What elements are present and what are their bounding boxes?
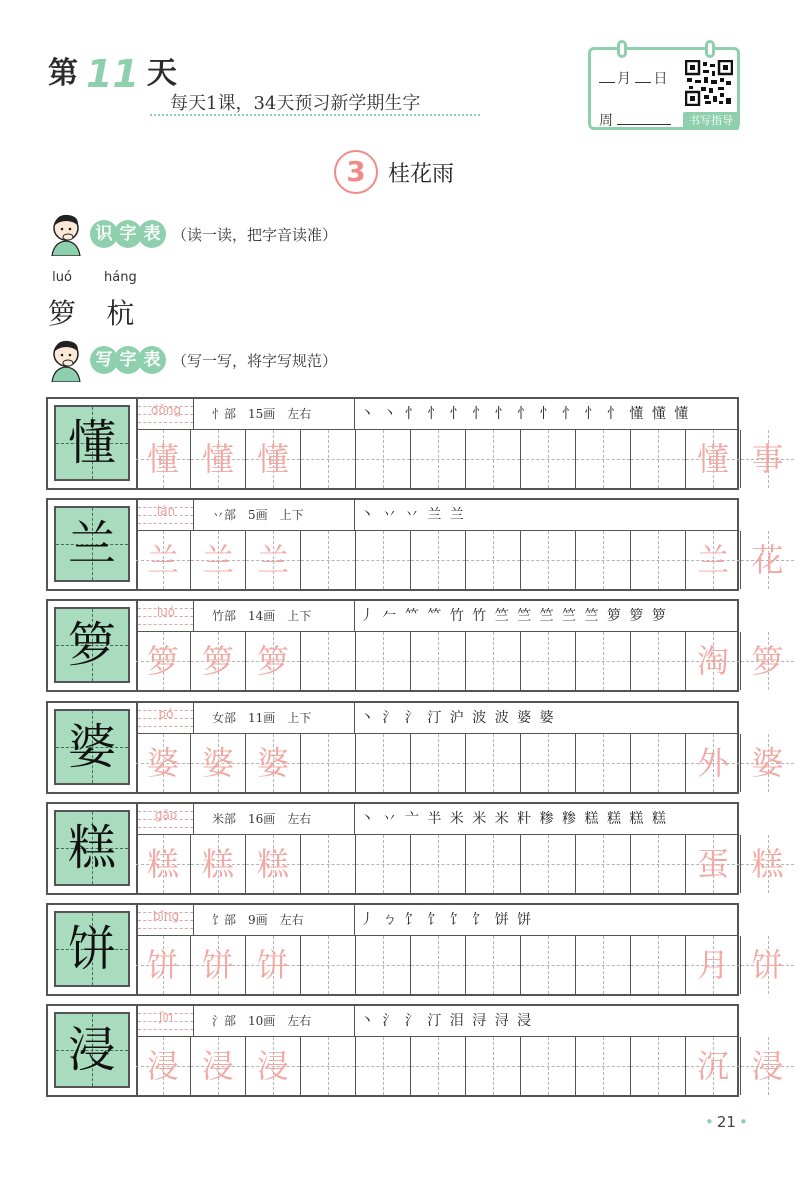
practice-cell[interactable] <box>741 835 794 893</box>
char-info <box>212 1012 362 1029</box>
practice-cell[interactable] <box>576 734 631 792</box>
trace-char <box>521 734 575 792</box>
lesson-number: 3 <box>334 150 378 194</box>
stroke-order: 丿 ㄅ 饣 饣 饣 饣 饼 饼 <box>360 912 534 928</box>
lesson-title: 桂花雨 <box>388 162 455 187</box>
trace-char: 淘 <box>696 642 729 680</box>
writing-row <box>46 397 784 490</box>
practice-cell[interactable] <box>411 1037 466 1095</box>
trace-char <box>356 531 410 589</box>
trace-char: 婆 <box>146 744 179 782</box>
write-label: 写 字 表 <box>90 346 162 374</box>
practice-cell[interactable] <box>191 1037 246 1095</box>
pinyin-trace: pó <box>158 707 174 721</box>
pinyin-box[interactable] <box>138 804 194 834</box>
practice-cell[interactable] <box>136 531 191 589</box>
practice-cell[interactable] <box>631 531 686 589</box>
pinyin-trace: lán <box>156 504 176 518</box>
day-label: 日 <box>653 71 668 87</box>
recognize-pinyin: luó <box>52 270 72 285</box>
practice-grid <box>136 835 784 893</box>
recognize-note: （读一读，把字音读准） <box>172 225 338 244</box>
practice-cell[interactable] <box>356 632 411 690</box>
practice-grid <box>136 531 784 589</box>
pinyin-trace: luó <box>156 605 176 619</box>
pinyin-box[interactable] <box>138 1006 194 1036</box>
practice-cell[interactable] <box>521 531 576 589</box>
char-info <box>212 911 362 928</box>
trace-char: 浸 <box>751 1047 784 1085</box>
trace-char <box>576 430 630 488</box>
stroke-count: 10画 <box>248 1014 276 1028</box>
radical: 忄部 <box>212 407 237 421</box>
writing-row <box>46 498 784 591</box>
trace-char: 糕 <box>201 845 234 883</box>
practice-cell[interactable] <box>631 430 686 488</box>
trace-char: 外 <box>696 744 729 782</box>
practice-cell[interactable] <box>521 430 576 488</box>
practice-cell[interactable] <box>576 936 631 994</box>
model-char-box <box>54 810 130 886</box>
practice-cell[interactable] <box>191 835 246 893</box>
trace-char <box>356 1037 410 1095</box>
structure: 左右 <box>287 1014 312 1028</box>
trace-char <box>356 734 410 792</box>
radical: 丷部 <box>212 508 237 522</box>
writing-row <box>46 802 784 895</box>
practice-cell[interactable] <box>741 734 794 792</box>
pinyin-trace: bǐng <box>152 909 180 923</box>
structure: 左右 <box>287 407 312 421</box>
clip-icon <box>617 40 627 58</box>
model-char: 糕 <box>67 820 116 876</box>
stroke-count: 11画 <box>248 711 276 725</box>
practice-cell[interactable] <box>686 835 741 893</box>
write-section-header <box>46 338 337 382</box>
trace-char: 月 <box>696 946 729 984</box>
practice-cell[interactable] <box>411 734 466 792</box>
trace-char: 事 <box>751 440 784 478</box>
practice-cell[interactable] <box>631 1037 686 1095</box>
practice-grid <box>136 734 784 792</box>
pinyin-trace: dǒng <box>150 403 182 417</box>
day-suffix: 天 <box>146 56 177 91</box>
trace-char <box>521 430 575 488</box>
trace-char <box>631 632 685 690</box>
trace-char <box>301 734 355 792</box>
trace-char <box>356 936 410 994</box>
trace-char <box>356 632 410 690</box>
practice-cell[interactable] <box>466 1037 521 1095</box>
practice-cell[interactable] <box>246 835 301 893</box>
trace-char: 浸 <box>256 1047 289 1085</box>
trace-char <box>411 936 465 994</box>
recognize-char: 杭 <box>106 297 135 330</box>
radical: 米部 <box>212 812 237 826</box>
radical: 氵部 <box>212 1014 237 1028</box>
practice-cell[interactable] <box>686 1037 741 1095</box>
trace-char <box>521 936 575 994</box>
trace-char <box>356 430 410 488</box>
trace-char <box>521 632 575 690</box>
reading-boy-icon <box>46 212 88 256</box>
practice-cell[interactable] <box>411 531 466 589</box>
trace-char: 箩 <box>201 642 234 680</box>
trace-char: 兰 <box>256 541 289 579</box>
slogan: 每天1课，34天预习新学期生字 <box>170 93 421 114</box>
trace-char: 懂 <box>256 440 289 478</box>
practice-cell[interactable] <box>466 531 521 589</box>
practice-cell[interactable] <box>631 734 686 792</box>
practice-cell[interactable] <box>191 531 246 589</box>
stroke-count: 16画 <box>248 812 276 826</box>
trace-char <box>301 1037 355 1095</box>
trace-char <box>411 734 465 792</box>
model-char: 箩 <box>67 617 116 673</box>
stroke-order: 丶 氵 氵 汀 沪 波 波 婆 婆 <box>360 710 556 726</box>
trace-char <box>411 531 465 589</box>
trace-char <box>576 632 630 690</box>
practice-cell[interactable] <box>246 430 301 488</box>
structure: 上下 <box>287 711 312 725</box>
practice-cell[interactable] <box>576 835 631 893</box>
day-number: 11 <box>86 52 139 96</box>
trace-char <box>631 1037 685 1095</box>
clip-icon <box>705 40 715 58</box>
trace-char <box>301 430 355 488</box>
practice-cell[interactable] <box>741 531 794 589</box>
trace-char: 婆 <box>201 744 234 782</box>
practice-cell[interactable] <box>741 632 794 690</box>
trace-char <box>301 936 355 994</box>
stroke-order: 丶 氵 氵 汀 泪 浔 浔 浸 <box>360 1013 534 1029</box>
practice-cell[interactable] <box>136 936 191 994</box>
recognize-word <box>104 270 137 332</box>
trace-char: 沉 <box>696 1047 729 1085</box>
trace-char <box>301 632 355 690</box>
structure: 上下 <box>287 609 312 623</box>
pinyin-box[interactable] <box>138 500 194 530</box>
practice-cell[interactable] <box>136 430 191 488</box>
trace-char <box>356 835 410 893</box>
trace-char <box>466 632 520 690</box>
recognize-char: 箩 <box>48 297 77 330</box>
trace-char: 婆 <box>256 744 289 782</box>
practice-cell[interactable] <box>356 531 411 589</box>
trace-char <box>521 1037 575 1095</box>
structure: 左右 <box>279 913 304 927</box>
structure: 左右 <box>287 812 312 826</box>
practice-cell[interactable] <box>301 430 356 488</box>
model-char-box <box>54 1012 130 1088</box>
practice-cell[interactable] <box>466 835 521 893</box>
practice-grid <box>136 1037 784 1095</box>
month-label: 月 <box>617 71 631 87</box>
practice-cell[interactable] <box>356 734 411 792</box>
practice-grid <box>136 430 784 488</box>
practice-cell[interactable] <box>191 936 246 994</box>
practice-cell[interactable] <box>521 734 576 792</box>
radical: 女部 <box>212 711 237 725</box>
practice-cell[interactable] <box>356 430 411 488</box>
practice-cell[interactable] <box>631 632 686 690</box>
trace-char: 箩 <box>256 642 289 680</box>
trace-char <box>576 531 630 589</box>
stroke-order: 丶 丶 忄 忄 忄 忄 忄 忄 忄 忄 忄 忄 懂 懂 懂 <box>360 406 691 422</box>
trace-char: 婆 <box>751 744 784 782</box>
pinyin-trace: jìn <box>158 1010 174 1024</box>
date-line <box>599 68 667 88</box>
practice-cell[interactable] <box>576 430 631 488</box>
recognize-pinyin: háng <box>104 270 137 285</box>
practice-cell[interactable] <box>136 1037 191 1095</box>
trace-char <box>466 835 520 893</box>
trace-char <box>631 835 685 893</box>
practice-cell[interactable] <box>191 734 246 792</box>
date-card <box>588 47 740 130</box>
model-char-box <box>54 709 130 785</box>
trace-char <box>466 936 520 994</box>
qr-code-icon[interactable] <box>685 60 733 106</box>
char-info <box>212 405 362 422</box>
practice-cell[interactable] <box>301 936 356 994</box>
trace-char <box>576 1037 630 1095</box>
trace-char: 浸 <box>146 1047 179 1085</box>
trace-char <box>466 1037 520 1095</box>
practice-cell[interactable] <box>686 936 741 994</box>
practice-cell[interactable] <box>301 734 356 792</box>
practice-cell[interactable] <box>741 936 794 994</box>
writing-row <box>46 903 784 996</box>
trace-char: 懂 <box>201 440 234 478</box>
trace-char: 兰 <box>201 541 234 579</box>
radical: 竹部 <box>212 609 237 623</box>
trace-char: 箩 <box>146 642 179 680</box>
practice-cell[interactable] <box>411 936 466 994</box>
practice-cell[interactable] <box>741 430 794 488</box>
radical: 饣部 <box>212 913 237 927</box>
model-char: 兰 <box>67 516 116 572</box>
char-info <box>212 607 362 624</box>
practice-cell[interactable] <box>246 531 301 589</box>
practice-cell[interactable] <box>191 430 246 488</box>
trace-char <box>411 1037 465 1095</box>
practice-cell[interactable] <box>686 734 741 792</box>
practice-cell[interactable] <box>246 1037 301 1095</box>
week-line <box>599 110 671 130</box>
model-char: 懂 <box>67 415 116 471</box>
trace-char <box>576 936 630 994</box>
pinyin-box[interactable] <box>138 601 194 631</box>
trace-char: 花 <box>751 541 784 579</box>
trace-char <box>411 430 465 488</box>
practice-cell[interactable] <box>356 835 411 893</box>
practice-cell[interactable] <box>356 936 411 994</box>
practice-cell[interactable] <box>686 430 741 488</box>
trace-char <box>411 835 465 893</box>
trace-char: 糕 <box>146 845 179 883</box>
char-info <box>212 810 362 827</box>
model-char-box <box>54 607 130 683</box>
char-info <box>212 709 362 726</box>
day-prefix: 第 <box>48 56 78 91</box>
practice-cell[interactable] <box>301 531 356 589</box>
practice-cell[interactable] <box>686 632 741 690</box>
stroke-order: 丶 丷 丷 兰 兰 <box>360 507 466 523</box>
writing-row <box>46 701 784 794</box>
practice-cell[interactable] <box>466 734 521 792</box>
trace-char <box>301 531 355 589</box>
trace-char: 浸 <box>201 1047 234 1085</box>
trace-char: 饼 <box>256 946 289 984</box>
practice-cell[interactable] <box>521 936 576 994</box>
stroke-count: 5画 <box>248 508 268 522</box>
practice-cell[interactable] <box>466 936 521 994</box>
practice-cell[interactable] <box>301 1037 356 1095</box>
practice-cell[interactable] <box>246 734 301 792</box>
trace-char <box>576 835 630 893</box>
practice-cell[interactable] <box>466 632 521 690</box>
recognize-word <box>48 270 76 332</box>
trace-char: 箩 <box>751 642 784 680</box>
stroke-order: 丶 丷 亠 半 米 米 米 籵 糁 糁 糕 糕 糕 糕 <box>360 811 668 827</box>
trace-char <box>521 531 575 589</box>
practice-cell[interactable] <box>356 1037 411 1095</box>
practice-cell[interactable] <box>576 632 631 690</box>
practice-cell[interactable] <box>576 1037 631 1095</box>
trace-char <box>631 430 685 488</box>
trace-char: 懂 <box>146 440 179 478</box>
trace-char <box>301 835 355 893</box>
recognize-label: 识 字 表 <box>90 220 162 248</box>
trace-char <box>466 430 520 488</box>
trace-char <box>411 632 465 690</box>
trace-char <box>631 936 685 994</box>
writing-row <box>46 1004 784 1097</box>
trace-char: 糕 <box>751 845 784 883</box>
pinyin-box[interactable] <box>138 399 194 429</box>
practice-cell[interactable] <box>136 835 191 893</box>
practice-cell[interactable] <box>521 1037 576 1095</box>
trace-char: 糕 <box>256 845 289 883</box>
trace-char <box>631 734 685 792</box>
trace-char: 蛋 <box>696 845 729 883</box>
structure: 上下 <box>279 508 304 522</box>
model-char: 饼 <box>67 921 116 977</box>
model-char-box <box>54 506 130 582</box>
stroke-order: 丿 𠂉 𥫗 𥫗 竹 竹 竺 竺 竺 竺 竺 箩 箩 箩 <box>360 608 668 624</box>
trace-char: 兰 <box>696 541 729 579</box>
writing-row <box>46 599 784 692</box>
practice-grid <box>136 936 784 994</box>
model-char-box <box>54 911 130 987</box>
trace-char: 懂 <box>696 440 729 478</box>
practice-cell[interactable] <box>631 835 686 893</box>
model-char: 浸 <box>67 1022 116 1078</box>
trace-char <box>466 734 520 792</box>
stroke-count: 15画 <box>248 407 276 421</box>
pinyin-box[interactable] <box>138 703 194 733</box>
stroke-count: 14画 <box>248 609 276 623</box>
practice-cell[interactable] <box>686 531 741 589</box>
trace-char <box>521 835 575 893</box>
pinyin-trace: gāo <box>154 808 178 822</box>
practice-cell[interactable] <box>246 632 301 690</box>
practice-cell[interactable] <box>136 734 191 792</box>
trace-char <box>631 531 685 589</box>
week-label: 周 <box>599 113 613 129</box>
trace-char <box>466 531 520 589</box>
practice-cell[interactable] <box>741 1037 794 1095</box>
practice-cell[interactable] <box>191 632 246 690</box>
writing-boy-icon <box>46 338 88 382</box>
stroke-count: 9画 <box>248 913 268 927</box>
practice-cell[interactable] <box>301 632 356 690</box>
page-number: • 21 • <box>705 1113 748 1131</box>
char-info <box>212 506 362 523</box>
trace-char: 兰 <box>146 541 179 579</box>
trace-char <box>576 734 630 792</box>
qr-caption: 书写指导 <box>683 112 739 130</box>
practice-cell[interactable] <box>631 936 686 994</box>
practice-cell[interactable] <box>521 632 576 690</box>
practice-cell[interactable] <box>246 936 301 994</box>
practice-cell[interactable] <box>576 531 631 589</box>
day-header <box>48 50 177 94</box>
practice-cell[interactable] <box>136 632 191 690</box>
pinyin-box[interactable] <box>138 905 194 935</box>
trace-char: 饼 <box>751 946 784 984</box>
practice-cell[interactable] <box>521 835 576 893</box>
practice-cell[interactable] <box>466 430 521 488</box>
recognize-section-header <box>46 212 337 256</box>
trace-char: 饼 <box>201 946 234 984</box>
practice-cell[interactable] <box>301 835 356 893</box>
practice-cell[interactable] <box>411 632 466 690</box>
practice-grid <box>136 632 784 690</box>
practice-cell[interactable] <box>411 430 466 488</box>
practice-cell[interactable] <box>411 835 466 893</box>
model-char-box <box>54 405 130 481</box>
write-note: （写一写，将字写规范） <box>172 351 338 370</box>
model-char: 婆 <box>67 719 116 775</box>
trace-char: 饼 <box>146 946 179 984</box>
